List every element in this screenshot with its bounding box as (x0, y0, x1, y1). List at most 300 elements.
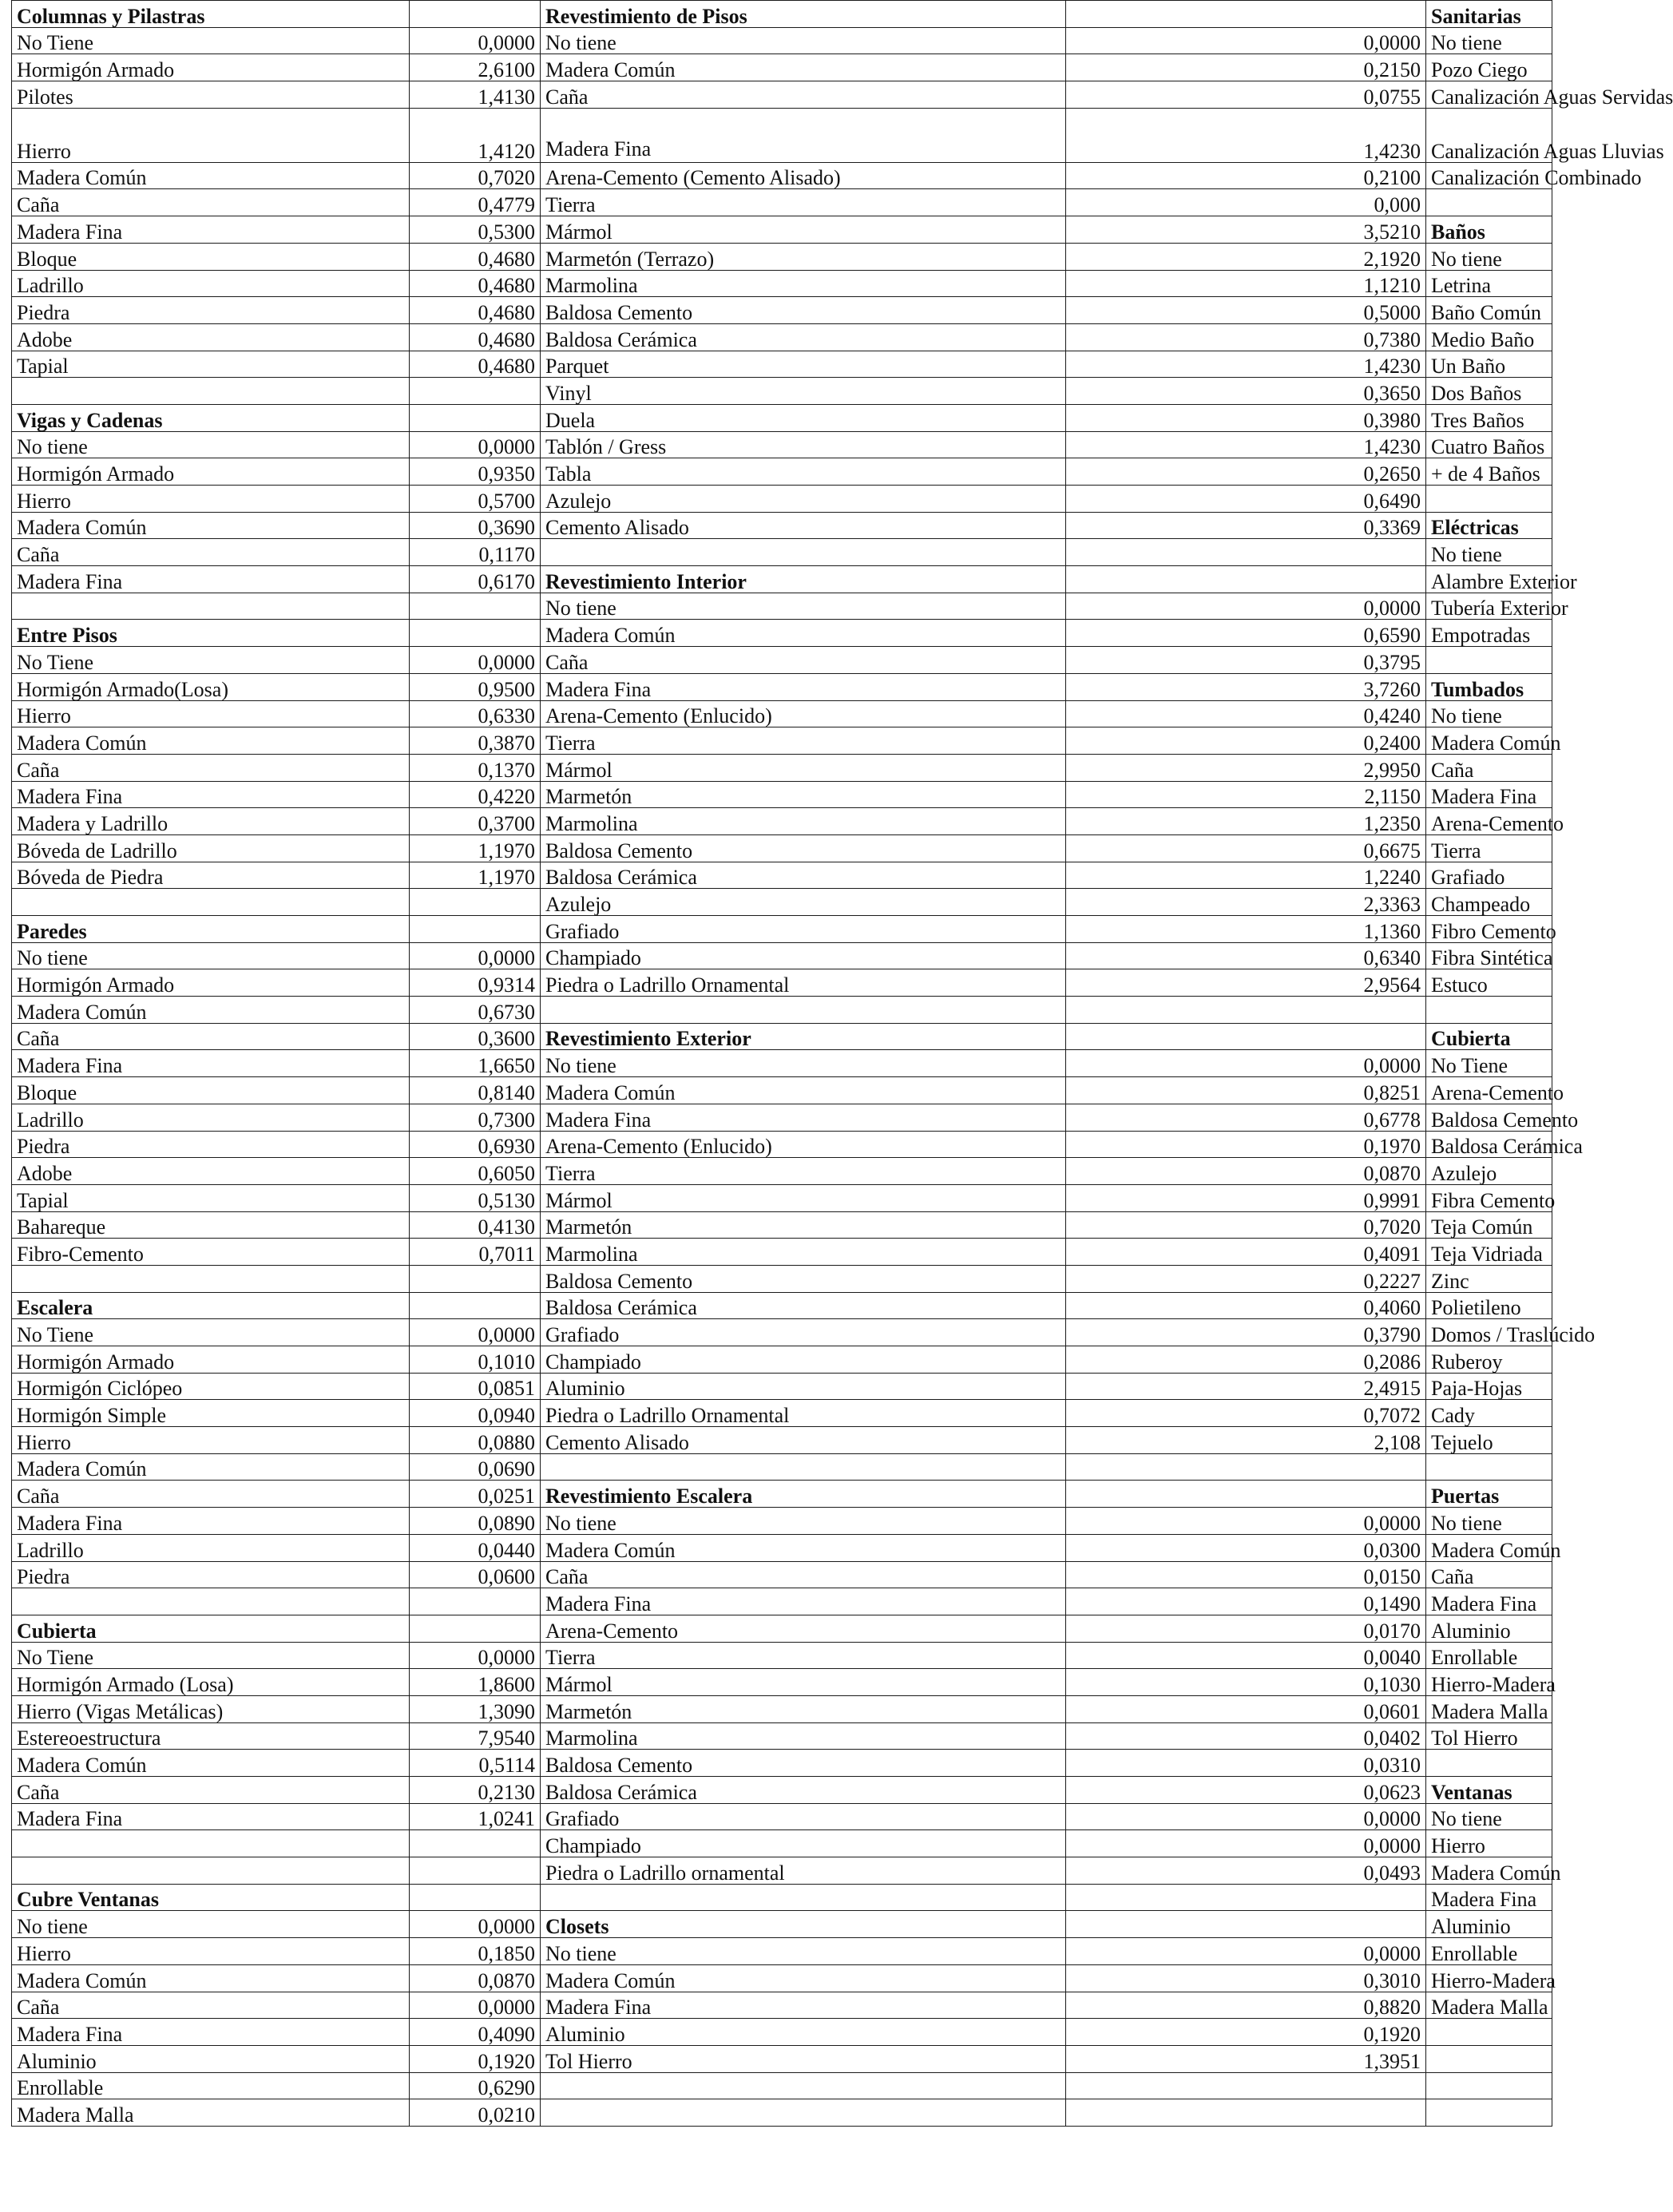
item-label: Hormigón Armado (12, 54, 410, 81)
item-label: Caña (1426, 754, 1552, 781)
item-label: Arena-Cemento (1426, 808, 1552, 835)
item-label: No Tiene (12, 1642, 410, 1669)
item-label: Bloque (12, 1077, 410, 1104)
item-value: 0,3790 (1066, 1319, 1426, 1346)
item-value: 0,0040 (1066, 1642, 1426, 1669)
item-label: No tiene (1426, 1803, 1552, 1830)
item-value: 2,9950 (1066, 754, 1426, 781)
item-value: 2,108 (1066, 1427, 1426, 1454)
table-row (12, 1104, 1552, 1131)
table-row (12, 1857, 1552, 1885)
item-label: Caña (1426, 1561, 1552, 1588)
section-heading: Cubierta (12, 1615, 410, 1642)
item-label: Madera Común (1426, 1857, 1552, 1885)
table-row (12, 1508, 1552, 1535)
item-value: 0,4130 (410, 1211, 541, 1239)
table-row (12, 727, 1552, 755)
empty-cell (410, 593, 541, 620)
empty-cell (1426, 2045, 1552, 2072)
item-label: Madera Fina (541, 1992, 1066, 2019)
item-value: 0,2150 (1066, 54, 1426, 81)
item-label: Arena-Cemento (Cemento Alisado) (541, 162, 1066, 189)
item-label: Grafiado (1426, 862, 1552, 889)
table-row (12, 323, 1552, 351)
item-value: 0,4220 (410, 781, 541, 808)
item-value: 0,5300 (410, 216, 541, 244)
item-value: 0,0402 (1066, 1722, 1426, 1750)
item-label: Arena-Cemento (541, 1615, 1066, 1642)
table-row (12, 1265, 1552, 1292)
item-label: Cuatro Baños (1426, 431, 1552, 458)
table-row (12, 1400, 1552, 1427)
empty-cell (410, 620, 541, 647)
empty-cell (1426, 2072, 1552, 2099)
item-label: Caña (12, 1023, 410, 1050)
item-label: Marmolina (541, 1239, 1066, 1266)
table-row (12, 458, 1552, 486)
table-row (12, 351, 1552, 378)
item-label: Caña (541, 81, 1066, 109)
table-row (12, 243, 1552, 270)
item-value: 2,9564 (1066, 969, 1426, 997)
table-row (12, 297, 1552, 324)
item-label: Tapial (12, 351, 410, 378)
item-label: Hormigón Armado (12, 1346, 410, 1374)
item-value: 1,8600 (410, 1669, 541, 1696)
item-label: Teja Común (1426, 1211, 1552, 1239)
item-label: Baño Común (1426, 297, 1552, 324)
table-row (12, 512, 1552, 539)
item-label: Tabla (541, 458, 1066, 486)
item-value: 0,1170 (410, 539, 541, 566)
item-label: Cemento Alisado (541, 512, 1066, 539)
item-value: 0,0000 (410, 431, 541, 458)
item-label: Madera Fina (541, 1104, 1066, 1131)
item-label: Hierro-Madera (1426, 1964, 1552, 1992)
table-row (12, 1050, 1552, 1077)
item-label: Empotradas (1426, 620, 1552, 647)
table-row (12, 2099, 1552, 2127)
item-value: 1,1970 (410, 834, 541, 862)
item-value: 0,1850 (410, 1938, 541, 1965)
item-value: 0,9991 (1066, 1184, 1426, 1211)
item-value: 0,1010 (410, 1346, 541, 1374)
item-label: Madera Malla (1426, 1992, 1552, 2019)
empty-cell (12, 1857, 410, 1885)
item-value: 0,0880 (410, 1427, 541, 1454)
empty-cell (410, 378, 541, 405)
item-label: Hierro (12, 1427, 410, 1454)
empty-cell (410, 1615, 541, 1642)
item-label: Caña (12, 754, 410, 781)
item-label: No Tiene (12, 647, 410, 674)
item-value: 0,0755 (1066, 81, 1426, 109)
item-value: 3,5210 (1066, 216, 1426, 244)
empty-cell (1066, 997, 1426, 1024)
item-value: 0,4060 (1066, 1292, 1426, 1319)
item-value: 0,5130 (410, 1184, 541, 1211)
item-label: Bloque (12, 243, 410, 270)
item-value: 1,3951 (1066, 2045, 1426, 2072)
item-label: Cemento Alisado (541, 1427, 1066, 1454)
item-label: Piedra o Ladrillo ornamental (541, 1857, 1066, 1885)
item-label: Mármol (541, 1184, 1066, 1211)
table-row (12, 1642, 1552, 1669)
table-row (12, 1695, 1552, 1722)
item-label: Madera Común (1426, 727, 1552, 755)
item-value: 0,0000 (1066, 1938, 1426, 1965)
item-label: No tiene (541, 1050, 1066, 1077)
item-value: 1,0241 (410, 1803, 541, 1830)
item-label: No tiene (12, 431, 410, 458)
item-label: Un Baño (1426, 351, 1552, 378)
item-label: Madera Común (12, 512, 410, 539)
item-value: 0,6930 (410, 1131, 541, 1158)
section-heading: Revestimiento Exterior (541, 1023, 1066, 1050)
item-label: Baldosa Cemento (541, 834, 1066, 862)
item-value: 0,8251 (1066, 1077, 1426, 1104)
item-value: 0,0601 (1066, 1695, 1426, 1722)
item-value: 0,2400 (1066, 727, 1426, 755)
item-value: 0,0000 (410, 1992, 541, 2019)
item-label: Estereoestructura (12, 1722, 410, 1750)
table-body (12, 1, 1673, 2127)
item-label: Grafiado (541, 916, 1066, 943)
item-label: + de 4 Baños (1426, 458, 1552, 486)
item-label: Madera Fina (12, 566, 410, 593)
table-row (12, 162, 1552, 189)
item-label: Baldosa Cemento (541, 1265, 1066, 1292)
item-value: 0,1490 (1066, 1588, 1426, 1615)
item-value: 0,4090 (410, 2019, 541, 2046)
empty-cell (410, 1588, 541, 1615)
item-label: Teja Vidriada (1426, 1239, 1552, 1266)
table-row (12, 2019, 1552, 2046)
item-value: 3,7260 (1066, 673, 1426, 700)
item-label: Hierro (Vigas Metálicas) (12, 1695, 410, 1722)
table-row (12, 1561, 1552, 1588)
table-row (12, 916, 1552, 943)
table-row (12, 1453, 1552, 1481)
item-label: Tierra (541, 189, 1066, 216)
item-label: Champeado (1426, 889, 1552, 916)
item-label: Marmolina (541, 808, 1066, 835)
item-label: Madera Fina (1426, 1588, 1552, 1615)
table-row (12, 1158, 1552, 1185)
table-row (12, 754, 1552, 781)
empty-cell (410, 1, 541, 28)
item-label: Madera Fina (12, 1508, 410, 1535)
item-label: No Tiene (12, 1319, 410, 1346)
item-value: 1,1970 (410, 862, 541, 889)
item-label: Hierro (12, 700, 410, 727)
empty-cell (12, 889, 410, 916)
table-row (12, 378, 1552, 405)
item-label: Piedra o Ladrillo Ornamental (541, 969, 1066, 997)
item-label: Azulejo (541, 889, 1066, 916)
item-value: 0,6590 (1066, 620, 1426, 647)
item-label: Bóveda de Piedra (12, 862, 410, 889)
item-label: Marmolina (541, 1722, 1066, 1750)
item-label: Hierro (12, 108, 410, 162)
item-label: Duela (541, 404, 1066, 431)
item-label: Adobe (12, 323, 410, 351)
item-label: No tiene (12, 1911, 410, 1938)
item-label: Hierro-Madera (1426, 1669, 1552, 1696)
item-value: 0,9500 (410, 673, 541, 700)
item-label: Fibra Cemento (1426, 1184, 1552, 1211)
item-label: Bóveda de Ladrillo (12, 834, 410, 862)
item-label: Domos / Traslúcido (1426, 1319, 1552, 1346)
item-label: Madera Común (12, 997, 410, 1024)
item-label: Baldosa Cerámica (541, 323, 1066, 351)
item-value: 0,4240 (1066, 700, 1426, 727)
item-value: 1,4230 (1066, 431, 1426, 458)
empty-cell (410, 404, 541, 431)
table-row (12, 781, 1552, 808)
section-heading: Revestimiento Escalera (541, 1481, 1066, 1508)
table-row (12, 270, 1552, 297)
item-label: Tres Baños (1426, 404, 1552, 431)
empty-cell (1426, 647, 1552, 674)
item-value: 0,0000 (1066, 1830, 1426, 1857)
item-value: 0,0690 (410, 1453, 541, 1481)
empty-cell (1426, 486, 1552, 513)
section-heading: Sanitarias (1426, 1, 1552, 28)
table-row (12, 1964, 1552, 1992)
section-heading: Cubre Ventanas (12, 1884, 410, 1911)
item-label: Fibra Sintética (1426, 942, 1552, 969)
item-label: Ladrillo (12, 1104, 410, 1131)
item-value: 0,6730 (410, 997, 541, 1024)
item-label: Fibro Cemento (1426, 916, 1552, 943)
item-label: Madera Común (12, 1964, 410, 1992)
item-label: No tiene (1426, 243, 1552, 270)
item-label: Estuco (1426, 969, 1552, 997)
table-row (12, 1023, 1552, 1050)
item-label: Madera Común (541, 1534, 1066, 1561)
item-label: Bahareque (12, 1211, 410, 1239)
empty-cell (410, 1292, 541, 1319)
item-value: 0,0251 (410, 1481, 541, 1508)
item-label: Champiado (541, 942, 1066, 969)
item-value: 2,3363 (1066, 889, 1426, 916)
item-label: Madera Fina (1426, 781, 1552, 808)
item-label: Grafiado (541, 1803, 1066, 1830)
table-row (12, 593, 1552, 620)
item-label: Parquet (541, 351, 1066, 378)
item-value: 0,9314 (410, 969, 541, 997)
item-label: No tiene (1426, 1508, 1552, 1535)
item-value: 0,7020 (1066, 1211, 1426, 1239)
item-value: 1,2350 (1066, 808, 1426, 835)
empty-cell (410, 1830, 541, 1857)
item-value: 2,6100 (410, 54, 541, 81)
item-label: Letrina (1426, 270, 1552, 297)
item-label: Tubería Exterior (1426, 593, 1552, 620)
table-row (12, 889, 1552, 916)
item-value: 0,4680 (410, 270, 541, 297)
item-label: Ruberoy (1426, 1346, 1552, 1374)
empty-cell (541, 2099, 1066, 2127)
item-value: 0,0000 (410, 1319, 541, 1346)
table-row (12, 189, 1552, 216)
item-label: Piedra (12, 297, 410, 324)
table-row (12, 862, 1552, 889)
table-row (12, 1077, 1552, 1104)
item-label: Baldosa Cerámica (541, 1777, 1066, 1804)
item-label: Hormigón Armado(Losa) (12, 673, 410, 700)
section-heading: Puertas (1426, 1481, 1552, 1508)
table-row (12, 1992, 1552, 2019)
table-row (12, 431, 1552, 458)
item-value: 0,0000 (1066, 1803, 1426, 1830)
item-value: 0,5000 (1066, 297, 1426, 324)
item-label: Hierro (1426, 1830, 1552, 1857)
item-label: Aluminio (1426, 1911, 1552, 1938)
item-label: Caña (541, 647, 1066, 674)
item-value: 0,3690 (410, 512, 541, 539)
item-label: Caña (12, 1992, 410, 2019)
item-value: 0,4680 (410, 323, 541, 351)
item-label: Ladrillo (12, 270, 410, 297)
item-value: 0,8820 (1066, 1992, 1426, 2019)
section-heading: Closets (541, 1911, 1066, 1938)
empty-cell (12, 378, 410, 405)
item-value: 0,0000 (1066, 1050, 1426, 1077)
table-row (12, 1239, 1552, 1266)
item-value: 0,0300 (1066, 1534, 1426, 1561)
item-value: 0,7380 (1066, 323, 1426, 351)
item-value: 1,1210 (1066, 270, 1426, 297)
item-value: 0,0150 (1066, 1561, 1426, 1588)
item-label: Adobe (12, 1158, 410, 1185)
item-value: 1,4130 (410, 81, 541, 109)
item-label: Aluminio (12, 2045, 410, 2072)
empty-cell (1066, 566, 1426, 593)
table-row (12, 673, 1552, 700)
item-label: Madera Fina (1426, 1884, 1552, 1911)
table-row (12, 2072, 1552, 2099)
section-heading: Entre Pisos (12, 620, 410, 647)
table-row (12, 1427, 1552, 1454)
item-label: No tiene (541, 1508, 1066, 1535)
item-value: 1,4120 (410, 108, 541, 162)
section-heading: Escalera (12, 1292, 410, 1319)
table-row (12, 1911, 1552, 1938)
table-row (12, 1777, 1552, 1804)
section-heading: Columnas y Pilastras (12, 1, 410, 28)
section-heading: Revestimiento Interior (541, 566, 1066, 593)
item-label: Pilotes (12, 81, 410, 109)
item-value: 2,4915 (1066, 1373, 1426, 1400)
table-row (12, 1346, 1552, 1374)
item-label: Champiado (541, 1346, 1066, 1374)
item-value: 0,0600 (410, 1561, 541, 1588)
item-label: Hierro (12, 1938, 410, 1965)
item-value: 7,9540 (410, 1722, 541, 1750)
item-value: 0,3795 (1066, 647, 1426, 674)
item-value: 0,3600 (410, 1023, 541, 1050)
item-label: Arena-Cemento (Enlucido) (541, 700, 1066, 727)
item-value: 0,0870 (1066, 1158, 1426, 1185)
item-value: 0,7300 (410, 1104, 541, 1131)
item-label: Aluminio (1426, 1615, 1552, 1642)
table-row (12, 1588, 1552, 1615)
item-value: 0,0440 (410, 1534, 541, 1561)
item-value: 0,2650 (1066, 458, 1426, 486)
table-row (12, 54, 1552, 81)
item-label: Aluminio (541, 2019, 1066, 2046)
item-label: No tiene (1426, 700, 1552, 727)
table-row (12, 1669, 1552, 1696)
table-row (12, 1938, 1552, 1965)
table-row (12, 647, 1552, 674)
item-label: Piedra (12, 1561, 410, 1588)
item-label: Baldosa Cemento (541, 297, 1066, 324)
item-value: 0,5700 (410, 486, 541, 513)
item-value: 0,9350 (410, 458, 541, 486)
item-value: 0,6490 (1066, 486, 1426, 513)
item-label: Alambre Exterior (1426, 566, 1552, 593)
item-label: No tiene (541, 593, 1066, 620)
item-label: Aluminio (541, 1373, 1066, 1400)
item-label: Champiado (541, 1830, 1066, 1857)
table-row (12, 1131, 1552, 1158)
empty-cell (1066, 1884, 1426, 1911)
item-value: 0,0000 (410, 1911, 541, 1938)
item-label: Madera Fina (12, 781, 410, 808)
empty-cell (541, 2072, 1066, 2099)
empty-cell (1426, 189, 1552, 216)
coefficients-table (11, 0, 1673, 2127)
item-value: 0,0000 (410, 27, 541, 54)
item-label: Hormigón Armado (12, 458, 410, 486)
item-label: Madera Común (541, 1077, 1066, 1104)
item-label: Hormigón Armado (Losa) (12, 1669, 410, 1696)
table-row (12, 942, 1552, 969)
empty-cell (1426, 1453, 1552, 1481)
item-label: Baldosa Cerámica (1426, 1131, 1552, 1158)
table-row (12, 620, 1552, 647)
item-label: No tiene (541, 27, 1066, 54)
item-label: Madera Común (12, 727, 410, 755)
table-row (12, 1319, 1552, 1346)
empty-cell (410, 889, 541, 916)
item-label: Madera Común (541, 54, 1066, 81)
item-label: Madera y Ladrillo (12, 808, 410, 835)
item-label: Tapial (12, 1184, 410, 1211)
item-value: 0,4091 (1066, 1239, 1426, 1266)
item-value: 0,6340 (1066, 942, 1426, 969)
item-label: Arena-Cemento (Enlucido) (541, 1131, 1066, 1158)
item-label: Caña (12, 539, 410, 566)
item-label: Madera Fina (12, 1050, 410, 1077)
item-value: 0,0493 (1066, 1857, 1426, 1885)
table-row (12, 1481, 1552, 1508)
item-value: 0,0000 (410, 647, 541, 674)
table-row (12, 1, 1552, 28)
item-label: Tablón / Gress (541, 431, 1066, 458)
item-value: 0,000 (1066, 189, 1426, 216)
empty-cell (541, 1884, 1066, 1911)
table-row (12, 108, 1552, 162)
item-label: Hormigón Ciclópeo (12, 1373, 410, 1400)
item-label: Tierra (541, 1158, 1066, 1185)
item-label: No Tiene (12, 27, 410, 54)
item-label: Enrollable (12, 2072, 410, 2099)
item-label: Madera Fina (541, 108, 1066, 162)
